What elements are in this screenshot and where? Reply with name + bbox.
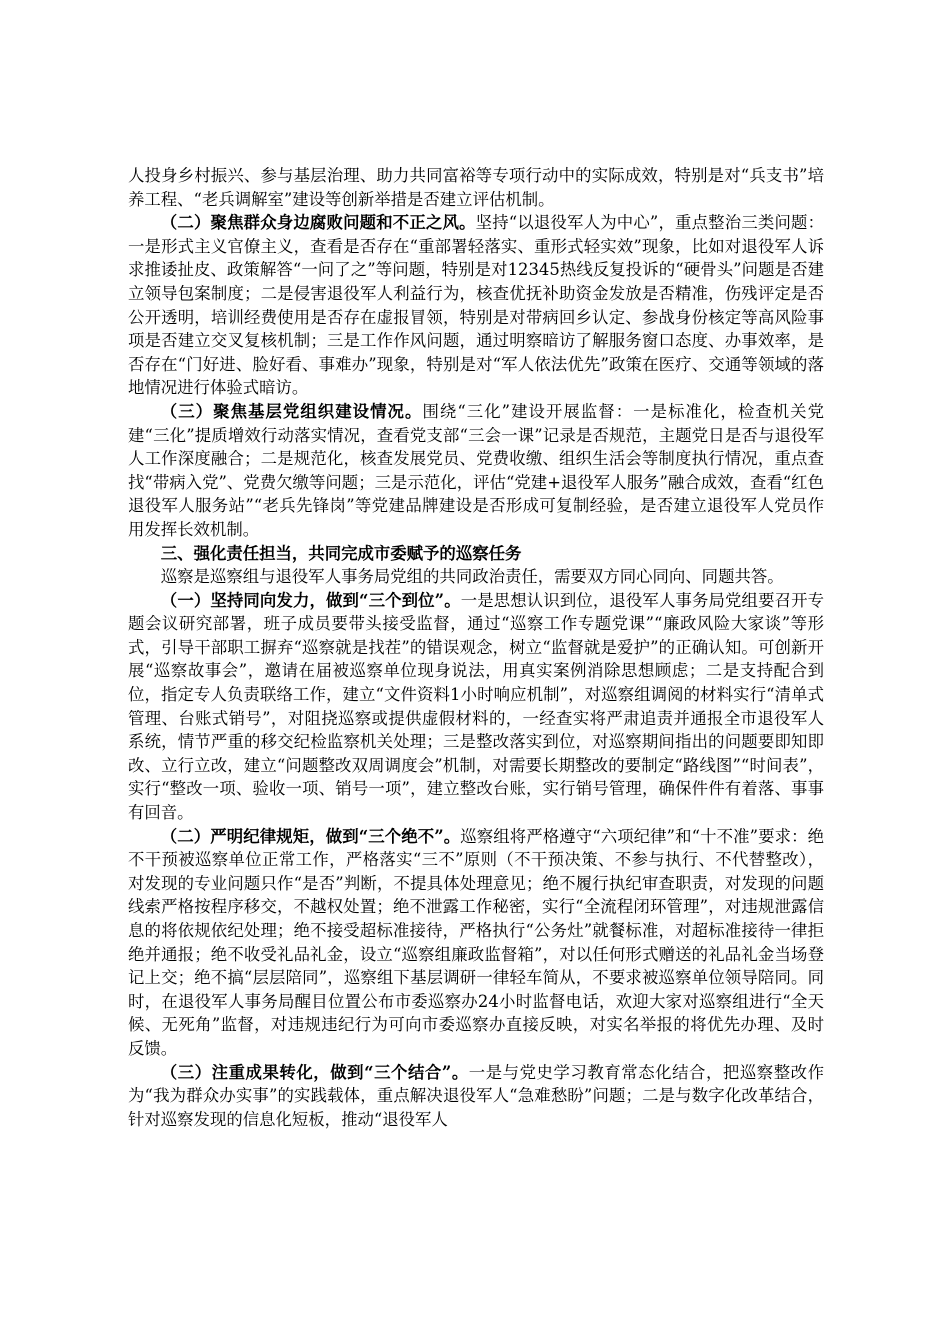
paragraph-body: 一是思想认识到位，退役军人事务局党组要召开专题会议研究部署，班子成员要带头接受监督，通过“巡察工作专题党课”“廉政风险大家谈”等形式，引导干部职工摒弃“巡察就是找茬”的错误观念，树立“监督就是爱护”的正确认知。可创新开展“巡察故事会”，邀请在届被巡察单位现身说法，用真实案例消除思想顾虑；二是支持配合到位，指定专人负责联络工作，建立“文件资料1小时响应机制”，对巡察组调阅的材料实行“清单式管理、台账式销号”，对阻挠巡察或提供虚假材料的，一经查实将严肃追责并通报全市退役军人系统，情节严重的移交纪检监察机关处理；三是整改落实到位，对巡察期间指出的问题要即知即改、立行立改，建立“问题整改双周调度会”机制，对需要长期整改的要制定“路线图”“时间表”，实行“整改一项、验收一项、销号一项”，建立整改台账，实行销号管理，确保件件有着落、事事有回音。 [128, 590, 825, 823]
section-heading-3: 三、强化责任担当，共同完成市委赋予的巡察任务 [160, 543, 522, 563]
paragraph-section-3-1 [128, 589, 824, 825]
paragraph-lead: （二）聚焦群众身边腐败问题和不正之风。 [160, 213, 476, 233]
paragraph-lead: （三）聚焦基层党组织建设情况。 [160, 401, 423, 421]
paragraph-body: 坚持“以退役军人为中心”，重点整治三类问题：一是形式主义官僚主义，查看是否存在“重部署轻落实、重形式轻实效”现象，比如对退役军人诉求推诿扯皮、政策解答“一问了之”等问题，特别是对12345热线反复投诉的“硬骨头”问题是否建立领导包案制度；二是侵害退役军人利益行为，核查优抚补助资金发放是否精准，伤残评定是否公开透明，培训经费使用是否存在虚报冒领，特别是对带病回乡认定、参战身份核定等高风险事项是否建立交叉复核机制；三是工作作风问题，通过明察暗访了解服务窗口态度、办事效率，是否存在“门好进、脸好看、事难办”现象，特别是对“军人依法优先”政策在医疗、交通等领域的落地情况进行体验式暗访。 [128, 213, 824, 398]
paragraph-body: 巡察组将严格遵守“六项纪律”和“十不准”要求：绝不干预被巡察单位正常工作，严格落实“三不”原则（不干预决策、不参与执行、不代替整改），对发现的专业问题只作“是否”判断，不提具体处理意见；绝不履行执纪审查职责，对发现的问题线索严格按程序移交，不越权处置；绝不泄露工作秘密，实行“全流程闭环管理”，对违规泄露信息的将依规依纪处理；绝不接受超标准接待，严格执行“公务灶”就餐标准，对超标准接待一律拒绝并通报；绝不收受礼品礼金，设立“巡察组廉政监督箱”，对以任何形式赠送的礼品礼金当场登记上交；绝不搞“层层陪同”，巡察组下基层调研一律轻车简从，不要求被巡察单位领导陪同。同时，在退役军人事务局醒目位置公布市委巡察办24小时监督电话，欢迎大家对巡察组进行“全天候、无死角”监督，对违规违纪行为可向市委巡察办直接反映，对实名举报的将优先办理、及时反馈。 [128, 826, 824, 1058]
paragraph-lead: （二）严明纪律规矩，做到“三个绝不”。 [160, 826, 461, 846]
paragraph-intro-3: 巡察是巡察组与退役军人事务局党组的共同政治责任，需要双方同心同向、同题共答。 [160, 567, 784, 587]
paragraph-body: 围绕“三化”建设开展监督：一是标准化，检查机关党建“三化”提质增效行动落实情况，查看党支部“三会一课”记录是否规范，主题党日是否与退役军人工作深度融合；二是规范化，核查发展党员、党费收缴、组织生活会等制度执行情况，重点查找“带病入党”、党费欠缴等问题；三是示范化，评估“党建+退役军人服务”融合成效，查看“红色退役军人服务站”“老兵先锋岗”等党建品牌建设是否形成可复制经验，是否建立退役军人党员作用发挥长效机制。 [128, 401, 825, 539]
paragraph-body: 一是与党史学习教育常态化结合，把巡察整改作为“我为群众办实事”的实践载体，重点解决退役军人“急难愁盼”问题；二是与数字化改革结合，针对巡察发现的信息化短板，推动“退役军人 [128, 1062, 825, 1129]
document-page [128, 164, 824, 1131]
paragraph-lead: （三）注重成果转化，做到“三个结合”。 [160, 1062, 469, 1082]
paragraph-lead: （一）坚持同向发力，做到“三个到位”。 [160, 590, 461, 610]
paragraph-section-2-3 [128, 400, 824, 542]
paragraph-continuation: 人投身乡村振兴、参与基层治理、助力共同富裕等专项行动中的实际成效，特别是对“兵支书”培养工程、“老兵调解室”建设等创新举措是否建立评估机制。 [128, 166, 824, 209]
paragraph-section-3-2 [128, 825, 824, 1061]
paragraph-section-3-3 [128, 1061, 824, 1132]
paragraph-section-2-2 [128, 211, 824, 400]
